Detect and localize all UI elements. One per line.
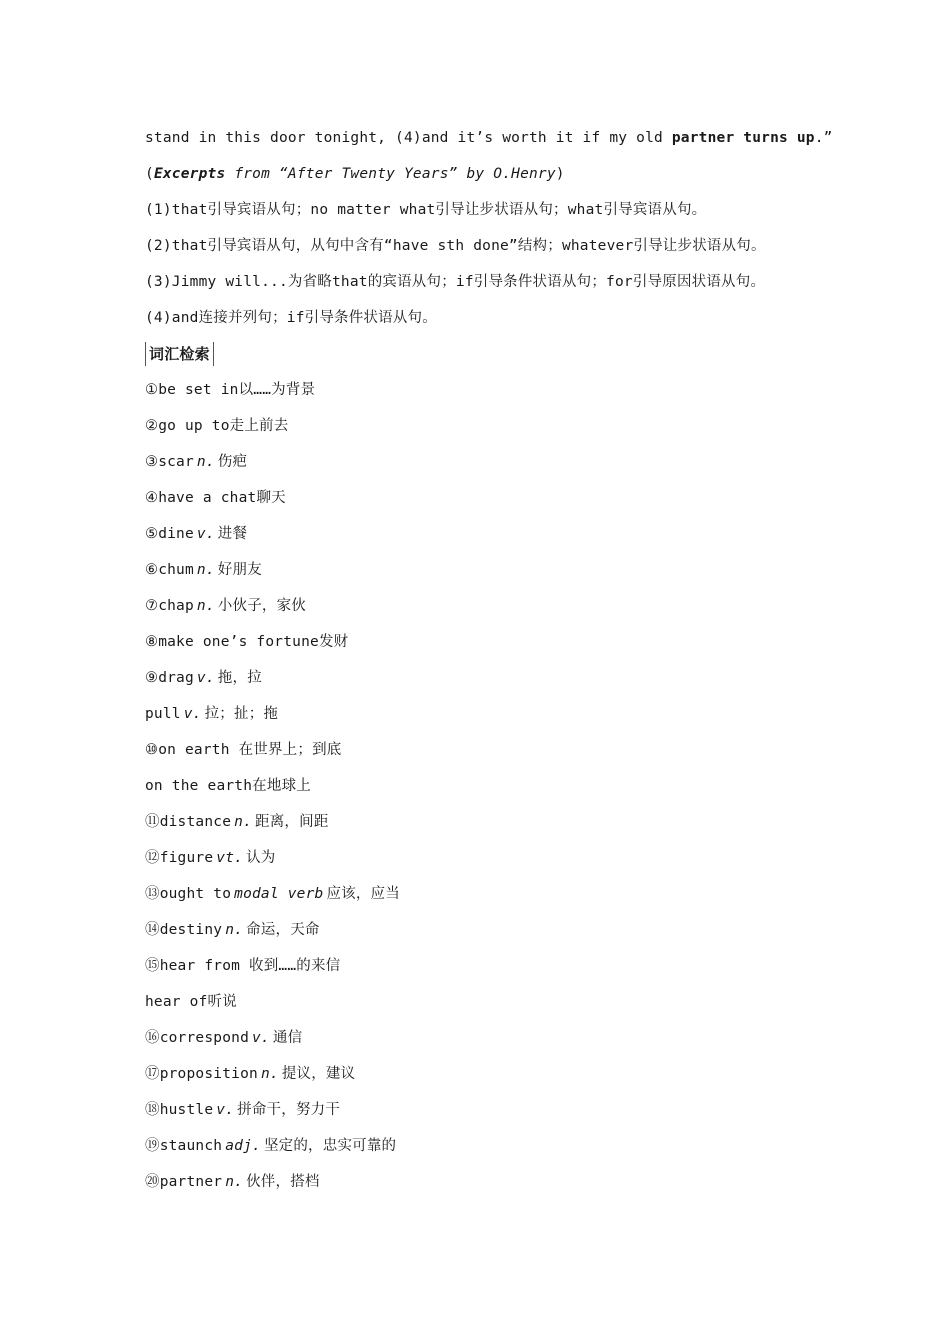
- vocab-item: [145, 378, 845, 414]
- source-close: ): [555, 166, 565, 182]
- vocab-item: [145, 954, 845, 990]
- note-line: (4)and连接并列句；if引导条件状语从句。: [145, 310, 437, 326]
- vocab-item: [145, 666, 845, 702]
- vocab-definition: 命运，天命: [246, 922, 320, 938]
- vocab-term: ①be set in: [145, 382, 239, 398]
- vocab-term: hear of: [145, 994, 208, 1010]
- vocab-term: ⑬ought to: [145, 886, 232, 902]
- vocab-pos: v.: [252, 1030, 270, 1046]
- vocab-list: [145, 378, 845, 1206]
- vocab-item: [145, 1134, 845, 1170]
- vocab-definition: 提议，建议: [281, 1066, 356, 1082]
- vocab-pos: n.: [225, 1174, 244, 1190]
- vocab-pos: n.: [225, 922, 244, 938]
- vocab-pos: v.: [196, 670, 215, 686]
- vocab-definition: 伤疤: [217, 454, 248, 470]
- vocab-definition: 坚定的，忠实可靠的: [263, 1138, 397, 1154]
- vocab-pos: adj.: [225, 1138, 261, 1154]
- vocab-term: ⑰proposition: [145, 1066, 258, 1082]
- vocab-definition: 应该，应当: [326, 886, 400, 902]
- quote-text: stand in this door tonight, (4)and it’s worth it if my old: [145, 130, 672, 146]
- vocab-item: [145, 558, 845, 594]
- vocab-definition: 听说: [207, 994, 237, 1010]
- vocab-definition: 进餐: [217, 526, 248, 542]
- vocab-item: [145, 774, 845, 810]
- vocab-item: [145, 594, 845, 630]
- vocab-pos: n.: [196, 598, 215, 614]
- vocab-item: [145, 414, 845, 450]
- vocab-definition: 认为: [246, 850, 276, 866]
- vocab-item: [145, 810, 845, 846]
- vocab-definition: 好朋友: [217, 562, 262, 578]
- vocab-item: [145, 918, 845, 954]
- vocab-term: ④have a chat: [145, 490, 257, 506]
- vocab-term: ⑳partner: [145, 1174, 223, 1190]
- vocab-term: ③scar: [145, 454, 194, 470]
- vocab-item: [145, 522, 845, 558]
- vocab-term: ⑧make one’s fortune: [145, 634, 319, 650]
- vocab-pos: n.: [260, 1066, 279, 1082]
- quote-line: [145, 126, 845, 162]
- vocab-term: ⑥chum: [145, 562, 194, 578]
- note-line: (1)that引导宾语从句；no matter what引导让步状语从句；what引导宾语从句。: [145, 202, 707, 218]
- quote-source: [145, 162, 845, 198]
- section-heading-row: [145, 342, 845, 378]
- vocab-term: ⑮hear from: [145, 958, 241, 974]
- vocab-item: [145, 1062, 845, 1098]
- vocab-term: ⑭destiny: [145, 922, 223, 938]
- vocab-term: ⑦chap: [145, 598, 194, 614]
- vocab-definition: 以……为背景: [238, 382, 316, 398]
- vocab-definition: 拖，拉: [217, 670, 262, 686]
- note-line: (3)Jimmy will...为省略that的宾语从句；if引导条件状语从句；for引导原因状语从句。: [145, 274, 766, 290]
- vocab-term: on the earth: [145, 778, 253, 794]
- source-excerpts: Excerpts: [153, 166, 226, 182]
- note-line: (2)that引导宾语从句，从句中含有“have sth done”结构；whatever引导让步状语从句。: [145, 238, 766, 254]
- vocab-pos: vt.: [216, 850, 244, 866]
- vocab-term: ⑲staunch: [145, 1138, 223, 1154]
- vocab-definition: 拼命干，努力干: [237, 1102, 341, 1118]
- source-from: from “After Twenty Years” by O.Henry: [225, 166, 556, 182]
- vocab-pos: v.: [196, 526, 215, 542]
- vocab-term: ⑫figure: [145, 850, 214, 866]
- vocab-definition: 伙伴，搭档: [246, 1174, 320, 1190]
- vocab-pos: n.: [234, 814, 253, 830]
- vocab-pos: modal verb: [234, 886, 324, 902]
- vocab-item: [145, 630, 845, 666]
- vocab-term: ⑨drag: [145, 670, 194, 686]
- quote-bold-text: partner turns up: [671, 130, 815, 146]
- vocab-pos: v.: [216, 1102, 235, 1118]
- vocab-item: [145, 738, 845, 774]
- vocab-definition: 拉；扯；拖: [204, 706, 279, 722]
- quote-end: .”: [814, 130, 833, 146]
- vocab-definition: 小伙子，家伙: [217, 598, 306, 614]
- vocab-term: ②go up to: [145, 418, 230, 434]
- vocab-item: [145, 1170, 845, 1206]
- vocab-definition: 在地球上: [252, 778, 311, 794]
- vocab-definition: 通信: [272, 1030, 303, 1046]
- vocab-item: [145, 1026, 845, 1062]
- vocab-definition: 聊天: [256, 490, 286, 506]
- vocab-definition: 发财: [318, 634, 349, 650]
- vocab-term: ⑱hustle: [145, 1102, 214, 1118]
- vocab-pos: n.: [196, 562, 215, 578]
- section-title: 词汇检索: [145, 342, 214, 366]
- document-page: [145, 126, 845, 1206]
- vocab-item: [145, 882, 845, 918]
- vocab-term: ⑤dine: [145, 526, 194, 542]
- vocab-term: pull: [145, 706, 181, 722]
- vocab-definition: 在世界上；到底: [229, 742, 342, 758]
- vocab-term: ⑩on earth: [145, 742, 230, 758]
- vocab-item: [145, 486, 845, 522]
- vocab-item: [145, 450, 845, 486]
- vocab-definition: 距离，间距: [255, 814, 329, 830]
- vocab-definition: 收到……的来信: [240, 958, 341, 974]
- vocab-pos: n.: [196, 454, 215, 470]
- vocab-item: [145, 1098, 845, 1134]
- source-open: (: [145, 166, 154, 182]
- vocab-item: [145, 846, 845, 882]
- vocab-term: ⑯correspond: [145, 1030, 249, 1046]
- vocab-item: [145, 990, 845, 1026]
- vocab-term: ⑪distance: [145, 814, 232, 830]
- vocab-item: [145, 702, 845, 738]
- vocab-pos: v.: [183, 706, 202, 722]
- vocab-definition: 走上前去: [229, 418, 289, 434]
